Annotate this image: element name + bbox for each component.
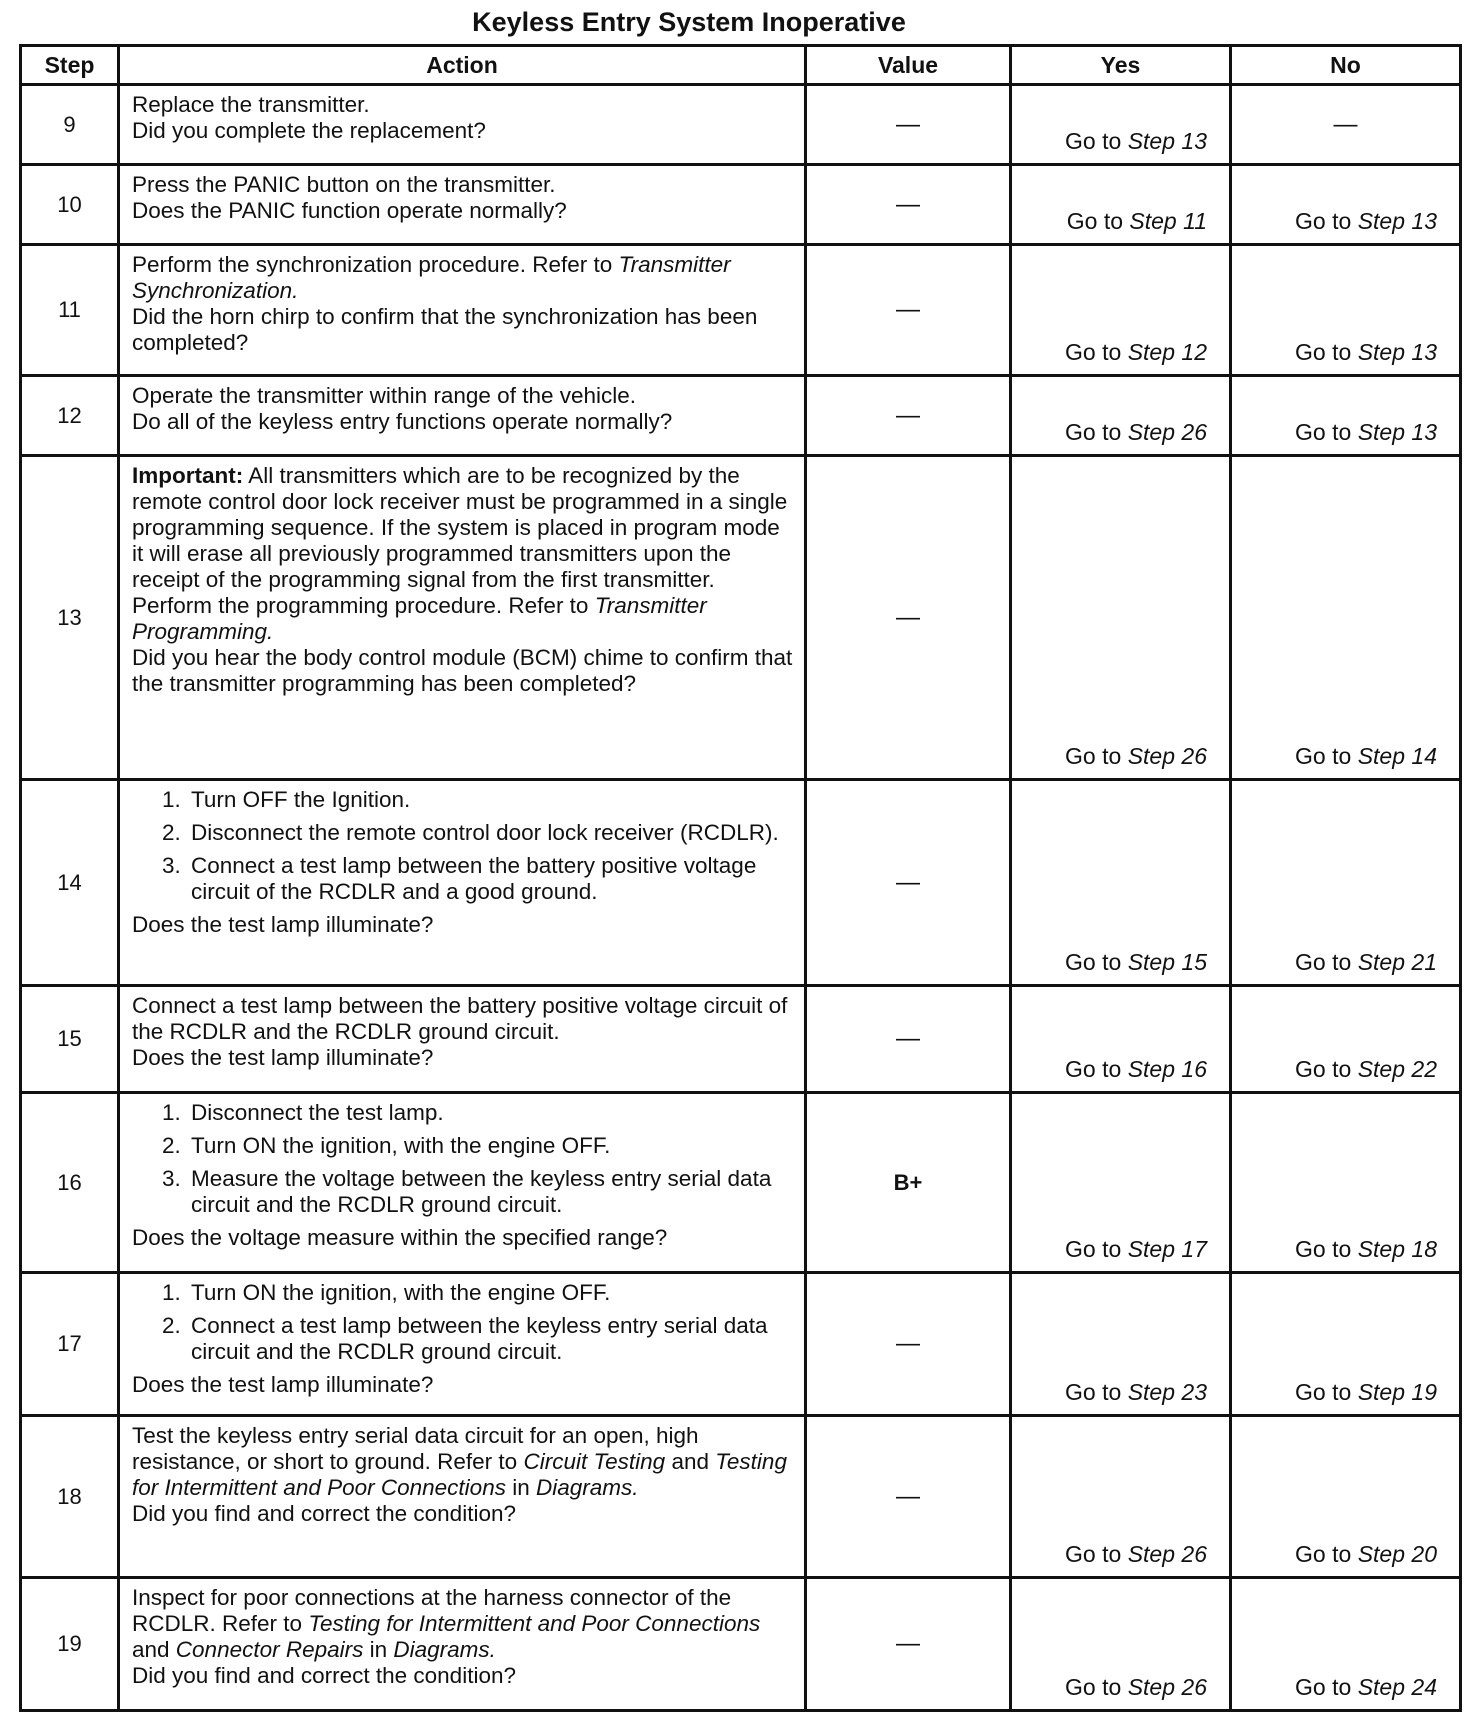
yes-cell: Go to Step 13 <box>1011 85 1231 165</box>
reference-link: Transmitter Programming. <box>132 593 707 644</box>
action-cell <box>119 1416 806 1578</box>
yes-step-link: Step 23 <box>1127 1379 1207 1405</box>
table-row <box>21 376 1461 456</box>
table-row <box>21 1093 1461 1273</box>
step-number: 19 <box>21 1578 119 1711</box>
no-cell: Go to Step 18 <box>1231 1093 1461 1273</box>
header-row <box>21 46 1461 85</box>
no-cell: Go to Step 24 <box>1231 1578 1461 1711</box>
action-question: Does the test lamp illuminate? <box>132 1372 434 1397</box>
action-question: Did the horn chirp to confirm that the synchronization has been completed? <box>132 304 758 355</box>
action-question: Does the voltage measure within the specified range? <box>132 1225 668 1250</box>
header-action: Action <box>119 46 806 85</box>
yes-step-link: Step 13 <box>1127 128 1207 154</box>
header-yes: Yes <box>1011 46 1231 85</box>
action-question: Do all of the keyless entry functions operate normally? <box>132 409 673 434</box>
value-cell: — <box>806 780 1011 986</box>
action-question: Did you find and correct the condition? <box>132 1663 516 1688</box>
important-label: Important: <box>132 463 244 488</box>
action-text: Operate the transmitter within range of the vehicle. <box>132 383 637 408</box>
action-cell <box>119 1093 806 1273</box>
yes-cell: Go to Step 26 <box>1011 456 1231 780</box>
yes-cell: Go to Step 26 <box>1011 376 1231 456</box>
action-text: Test the keyless entry serial data circuit for an open, high resistance, or short to ground. Refer to Circuit Testing and Testing for Intermittent and Poor Connections in Diagrams. <box>132 1423 787 1500</box>
table-row <box>21 1273 1461 1416</box>
table-row <box>21 85 1461 165</box>
no-cell: — <box>1231 85 1461 165</box>
yes-cell: Go to Step 23 <box>1011 1273 1231 1416</box>
no-step-link: Step 21 <box>1357 949 1437 975</box>
action-text: Replace the transmitter. <box>132 92 370 117</box>
step-number: 14 <box>21 780 119 986</box>
yes-step-link: Step 26 <box>1127 1541 1207 1567</box>
action-text: Connect a test lamp between the battery positive voltage circuit of the RCDLR and the RCDLR ground circuit. <box>132 993 788 1044</box>
yes-cell: Go to Step 26 <box>1011 1578 1231 1711</box>
reference-link: Diagrams. <box>535 1475 639 1500</box>
no-cell: Go to Step 21 <box>1231 780 1461 986</box>
step-number: 15 <box>21 986 119 1093</box>
value-cell: — <box>806 1416 1011 1578</box>
no-cell: Go to Step 14 <box>1231 456 1461 780</box>
action-cell <box>119 1273 806 1416</box>
no-cell: Go to Step 13 <box>1231 245 1461 376</box>
no-cell: Go to Step 20 <box>1231 1416 1461 1578</box>
yes-step-link: Step 17 <box>1127 1236 1207 1262</box>
action-text: Inspect for poor connections at the harness connector of the RCDLR. Refer to Testing for Intermittent and Poor Connections and Connector Repairs in Diagrams. <box>132 1585 761 1662</box>
yes-step-link: Step 26 <box>1127 1674 1207 1700</box>
action-cell <box>119 1578 806 1711</box>
reference-link: Testing for Intermittent and Poor Connections <box>132 1449 787 1500</box>
header-step: Step <box>21 46 119 85</box>
step-number: 18 <box>21 1416 119 1578</box>
document-title: Keyless Entry System Inoperative <box>472 7 906 37</box>
value-cell: — <box>806 986 1011 1093</box>
yes-cell: Go to Step 15 <box>1011 780 1231 986</box>
action-cell <box>119 245 806 376</box>
header-value: Value <box>806 46 1011 85</box>
step-number: 16 <box>21 1093 119 1273</box>
no-step-link: Step 13 <box>1357 339 1437 365</box>
list-item: 1. Turn ON the ignition, with the engine OFF. <box>187 1280 796 1306</box>
table-row <box>21 1578 1461 1711</box>
action-question: Does the test lamp illuminate? <box>132 912 434 937</box>
action-question: Did you find and correct the condition? <box>132 1501 516 1526</box>
action-question: Did you complete the replacement? <box>132 118 486 143</box>
table-row <box>21 1416 1461 1578</box>
reference-link: Testing for Intermittent and Poor Connections <box>308 1611 761 1636</box>
diagnostic-table <box>19 44 1462 1712</box>
action-cell <box>119 456 806 780</box>
no-step-link: Step 22 <box>1357 1056 1437 1082</box>
action-text: Perform the programming procedure. Refer to Transmitter Programming. <box>132 593 707 644</box>
reference-link: Transmitter Synchronization. <box>132 252 731 303</box>
no-step-link: Step 19 <box>1357 1379 1437 1405</box>
no-step-link: Step 18 <box>1357 1236 1437 1262</box>
yes-step-link: Step 12 <box>1127 339 1207 365</box>
no-cell: Go to Step 13 <box>1231 376 1461 456</box>
value-cell: — <box>806 376 1011 456</box>
value-cell: — <box>806 1578 1011 1711</box>
value-cell: — <box>806 456 1011 780</box>
list-item: 2. Disconnect the remote control door lock receiver (RCDLR). <box>187 820 796 846</box>
step-number: 12 <box>21 376 119 456</box>
procedure-list <box>132 1100 796 1225</box>
value-cell: — <box>806 165 1011 245</box>
no-step-link: Step 13 <box>1357 208 1437 234</box>
yes-cell: Go to Step 12 <box>1011 245 1231 376</box>
step-number: 13 <box>21 456 119 780</box>
yes-cell: Go to Step 11 <box>1011 165 1231 245</box>
no-cell: Go to Step 19 <box>1231 1273 1461 1416</box>
yes-step-link: Step 26 <box>1127 419 1207 445</box>
step-number: 9 <box>21 85 119 165</box>
value-cell: — <box>806 245 1011 376</box>
value-cell: — <box>806 1273 1011 1416</box>
list-item: 1. Turn OFF the Ignition. <box>187 787 796 813</box>
list-item: 1. Disconnect the test lamp. <box>187 1100 796 1126</box>
action-cell <box>119 986 806 1093</box>
yes-step-link: Step 26 <box>1127 743 1207 769</box>
table-row <box>21 456 1461 780</box>
procedure-list <box>132 787 796 912</box>
table-row <box>21 986 1461 1093</box>
table-row <box>21 165 1461 245</box>
value-cell: — <box>806 85 1011 165</box>
procedure-list <box>132 1280 796 1372</box>
no-cell: Go to Step 22 <box>1231 986 1461 1093</box>
no-step-link: Step 24 <box>1357 1674 1437 1700</box>
yes-step-link: Step 15 <box>1127 949 1207 975</box>
action-question: Does the test lamp illuminate? <box>132 1045 434 1070</box>
reference-link: Connector Repairs <box>175 1637 364 1662</box>
list-item: 2. Connect a test lamp between the keyless entry serial data circuit and the RCDLR ground circuit. <box>187 1313 796 1365</box>
action-cell <box>119 85 806 165</box>
important-note: Important: All transmitters which are to be recognized by the remote control door lock receiver must be programmed in a single programming sequence. If the system is placed in program mode it will erase all previously programmed transmitters upon the receipt of the programming signal from the first transmitter. <box>132 463 788 592</box>
no-step-link: Step 14 <box>1357 743 1437 769</box>
reference-link: Circuit Testing <box>523 1449 666 1474</box>
step-number: 10 <box>21 165 119 245</box>
header-no: No <box>1231 46 1461 85</box>
action-cell <box>119 376 806 456</box>
yes-step-link: Step 11 <box>1129 208 1207 234</box>
action-cell <box>119 780 806 986</box>
action-cell <box>119 165 806 245</box>
step-number: 11 <box>21 245 119 376</box>
no-step-link: Step 13 <box>1357 419 1437 445</box>
yes-cell: Go to Step 26 <box>1011 1416 1231 1578</box>
yes-cell: Go to Step 17 <box>1011 1093 1231 1273</box>
no-step-link: Step 20 <box>1357 1541 1437 1567</box>
list-item: 3. Connect a test lamp between the battery positive voltage circuit of the RCDLR and a good ground. <box>187 853 796 905</box>
step-number: 17 <box>21 1273 119 1416</box>
action-question: Did you hear the body control module (BCM) chime to confirm that the transmitter programming has been completed? <box>132 645 793 696</box>
list-item: 3. Measure the voltage between the keyless entry serial data circuit and the RCDLR ground circuit. <box>187 1166 796 1218</box>
reference-link: Diagrams. <box>393 1637 496 1662</box>
yes-step-link: Step 16 <box>1127 1056 1207 1082</box>
table-row <box>21 780 1461 986</box>
action-question: Does the PANIC function operate normally? <box>132 198 567 223</box>
action-text: Perform the synchronization procedure. Refer to Transmitter Synchronization. <box>132 252 731 303</box>
no-cell: Go to Step 13 <box>1231 165 1461 245</box>
value-cell: B+ <box>806 1093 1011 1273</box>
yes-cell: Go to Step 16 <box>1011 986 1231 1093</box>
list-item: 2. Turn ON the ignition, with the engine OFF. <box>187 1133 796 1159</box>
table-row <box>21 245 1461 376</box>
action-text: Press the PANIC button on the transmitter. <box>132 172 556 197</box>
